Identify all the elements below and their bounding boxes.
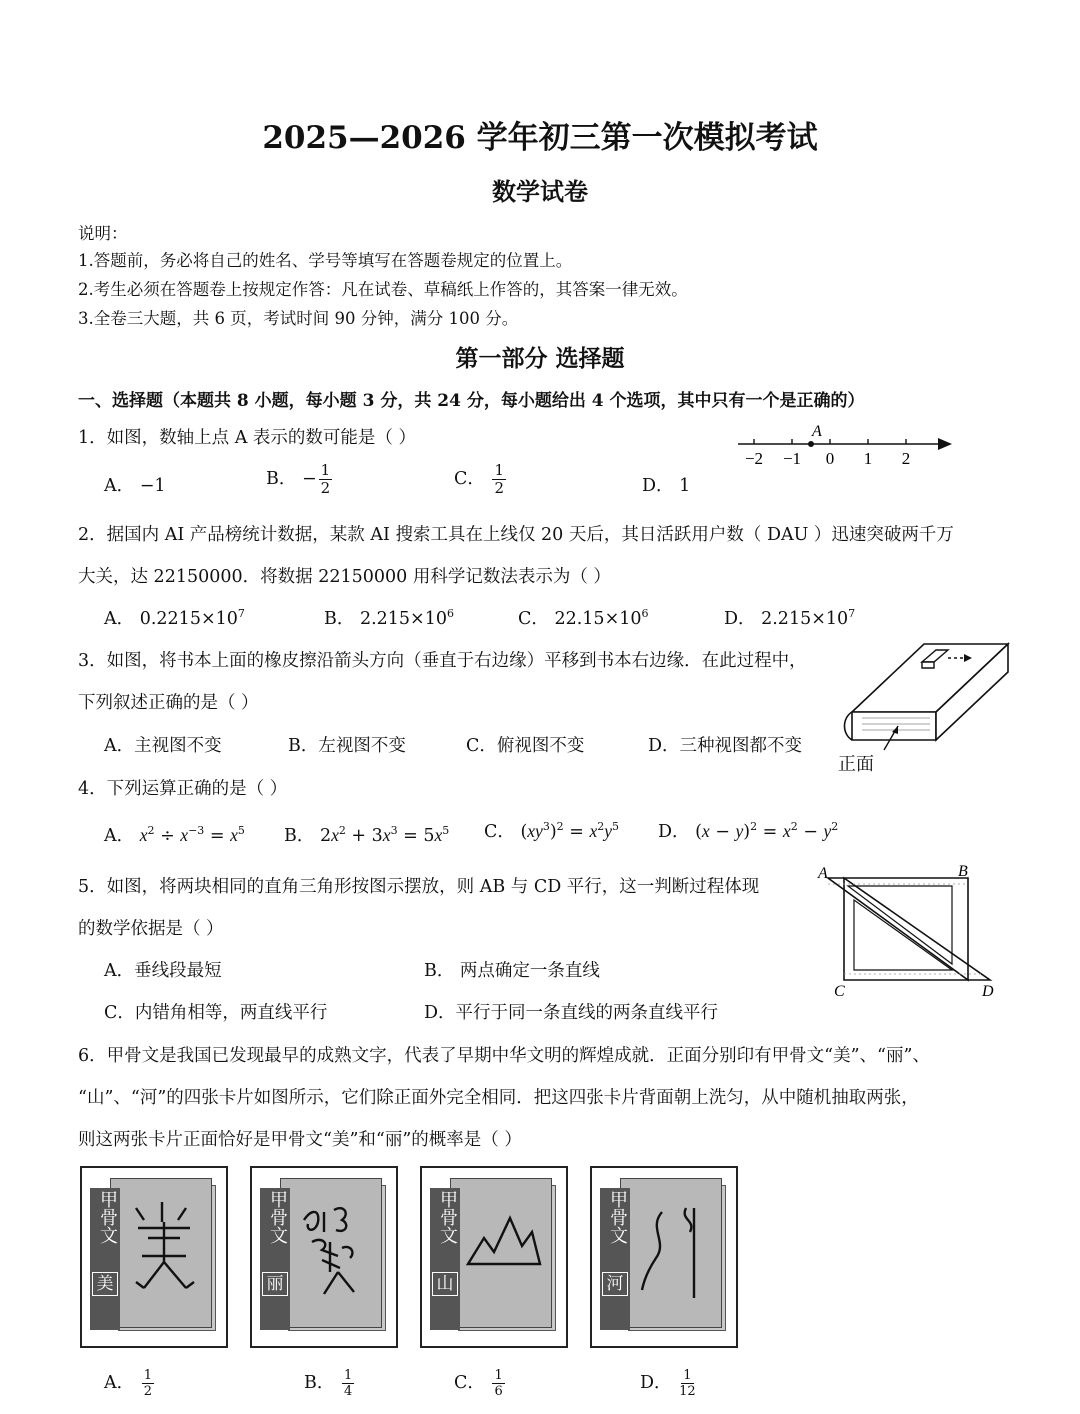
oracle-glyph-mei-icon — [124, 1198, 204, 1308]
q4-option-c: C． $(xy^3)^2 = x^2y^5$ — [484, 820, 620, 842]
q5-stem-line1: 5．如图，将两块相同的直角三角形按图示摆放，则 AB 与 CD 平行，这一判断过程体现 — [78, 877, 760, 897]
q1-option-b: B． − $\frac{1}{2}$ — [266, 461, 331, 497]
q1-stem: 1．如图，数轴上点 A 表示的数可能是（ ） — [78, 428, 416, 448]
q4-option-a: A． $x^2 \div x^{-3} = x^5$ — [104, 824, 245, 846]
q5-option-d: D．平行于同一条直线的两条直线平行 — [424, 1003, 719, 1023]
q3-option-a: A．主视图不变 — [104, 736, 222, 756]
oracle-glyph-he-icon — [634, 1198, 714, 1308]
number-line-tick-label: −2 — [744, 449, 764, 468]
q5-option-b: B． 两点确定一条直线 — [424, 961, 600, 981]
q5-option-c: C．内错角相等，两直线平行 — [104, 1003, 328, 1023]
front-label: 正面 — [838, 754, 874, 775]
q6-stem-line1: 6．甲骨文是我国已发现最早的成熟文字，代表了早期中华文明的辉煌成就．正面分别印有甲骨文“美”、“丽”、 — [78, 1046, 930, 1066]
q4-option-b: B． $2x^2 + 3x^3 = 5x^5$ — [284, 824, 450, 846]
q1-option-a: A． −1 — [104, 476, 166, 496]
part-title: 第一部分 选择题 — [455, 345, 625, 372]
q4-option-d: D． $(x - y)^2 = x^2 - y^2$ — [658, 820, 839, 842]
q2-stem-line2: 大关，达 22150000．将数据 22150000 用科学记数法表示为（ ） — [78, 567, 611, 587]
q3-stem-line2: 下列叙述正确的是（ ） — [78, 693, 259, 713]
triangles-figure — [812, 860, 1022, 1000]
q6-stem-line3: 则这两张卡片正面恰好是甲骨文“美”和“丽”的概率是（ ） — [78, 1130, 522, 1150]
note-item: 3.全卷三大题，共 6 页，考试时间 90 分钟，满分 100 分。 — [78, 309, 519, 328]
oracle-card-mei — [80, 1166, 228, 1348]
card-header: 甲骨文 — [97, 1190, 118, 1244]
card-char: 丽 — [262, 1272, 288, 1296]
q5-option-a: A．垂线段最短 — [104, 961, 222, 981]
card-header: 甲骨文 — [607, 1190, 628, 1244]
note-item: 2.考生必须在答题卷上按规定作答：凡在试卷、草稿纸上作答的，其答案一律无效。 — [78, 280, 688, 299]
point-a-marker — [808, 441, 814, 447]
oracle-glyph-shan-icon — [464, 1198, 544, 1308]
notes-label: 说明： — [78, 224, 128, 243]
number-line-figure — [730, 420, 960, 472]
q2-stem-line1: 2．据国内 AI 产品榜统计数据，某款 AI 搜索工具在上线仅 20 天后，其日活跃用户数（ DAU ）迅速突破两千万 — [78, 525, 954, 545]
q2-option-b: B． $2.215\times 10^6$ — [324, 607, 454, 629]
point-a-label: A — [812, 423, 822, 440]
oracle-glyph-li-icon — [294, 1198, 374, 1308]
oracle-card-shan — [420, 1166, 568, 1348]
exam-subtitle: 数学试卷 — [492, 177, 588, 206]
oracle-card-li — [250, 1166, 398, 1348]
q1-option-d: D． 1 — [642, 476, 691, 496]
q6-option-b: B． $\frac{1}{4}$ — [304, 1368, 353, 1399]
q6-stem-line2: “山”、“河”的四张卡片如图所示，它们除正面外完全相同．把这四张卡片背面朝上洗匀，从中随机抽取两张， — [78, 1088, 919, 1108]
label-c: C — [834, 983, 845, 1000]
label-d: D — [982, 983, 994, 1000]
card-char: 山 — [432, 1272, 458, 1296]
q2-option-a: A． $0.2215\times 10^7$ — [104, 607, 245, 629]
label-a: A — [818, 865, 828, 882]
q1-option-c: C． $\frac{1}{2}$ — [454, 461, 505, 497]
note-item: 1.答题前，务必将自己的姓名、学号等填写在答题卷规定的位置上。 — [78, 251, 573, 270]
q2-option-d: D． $2.215\times 10^7$ — [724, 607, 856, 629]
q6-option-c: C． $\frac{1}{6}$ — [454, 1368, 503, 1399]
oracle-card-he — [590, 1166, 738, 1348]
card-char: 河 — [602, 1272, 628, 1296]
card-header: 甲骨文 — [267, 1190, 288, 1244]
q6-option-d: D． $\frac{1}{12}$ — [640, 1368, 696, 1399]
number-line-tick-label: 0 — [825, 449, 835, 468]
q3-option-c: C．俯视图不变 — [466, 736, 585, 756]
exam-title: 2025—2026 学年初三第一次模拟考试 — [262, 120, 818, 156]
number-line-tick-label: 2 — [901, 449, 911, 468]
q3-stem-line1: 3．如图，将书本上面的橡皮擦沿箭头方向（垂直于右边缘）平移到书本右边缘．在此过程中， — [78, 651, 807, 671]
q4-stem: 4．下列运算正确的是（ ） — [78, 779, 288, 799]
card-char: 美 — [92, 1272, 118, 1296]
q5-stem-line2: 的数学依据是（ ） — [78, 919, 224, 939]
label-b: B — [958, 863, 968, 880]
card-header: 甲骨文 — [437, 1190, 458, 1244]
q3-option-b: B．左视图不变 — [288, 736, 406, 756]
number-line-tick-label: 1 — [863, 449, 873, 468]
q6-option-a: A． $\frac{1}{2}$ — [104, 1368, 152, 1399]
q2-option-c: C． $22.15\times 10^6$ — [518, 607, 649, 629]
section-heading: 一、选择题（本题共 8 小题，每小题 3 分，共 24 分，每小题给出 4 个选项，其中只有一个是正确的） — [78, 391, 865, 411]
q3-option-d: D．三种视图都不变 — [648, 736, 803, 756]
number-line-arrow — [938, 438, 952, 450]
number-line-tick-label: −1 — [782, 449, 802, 468]
